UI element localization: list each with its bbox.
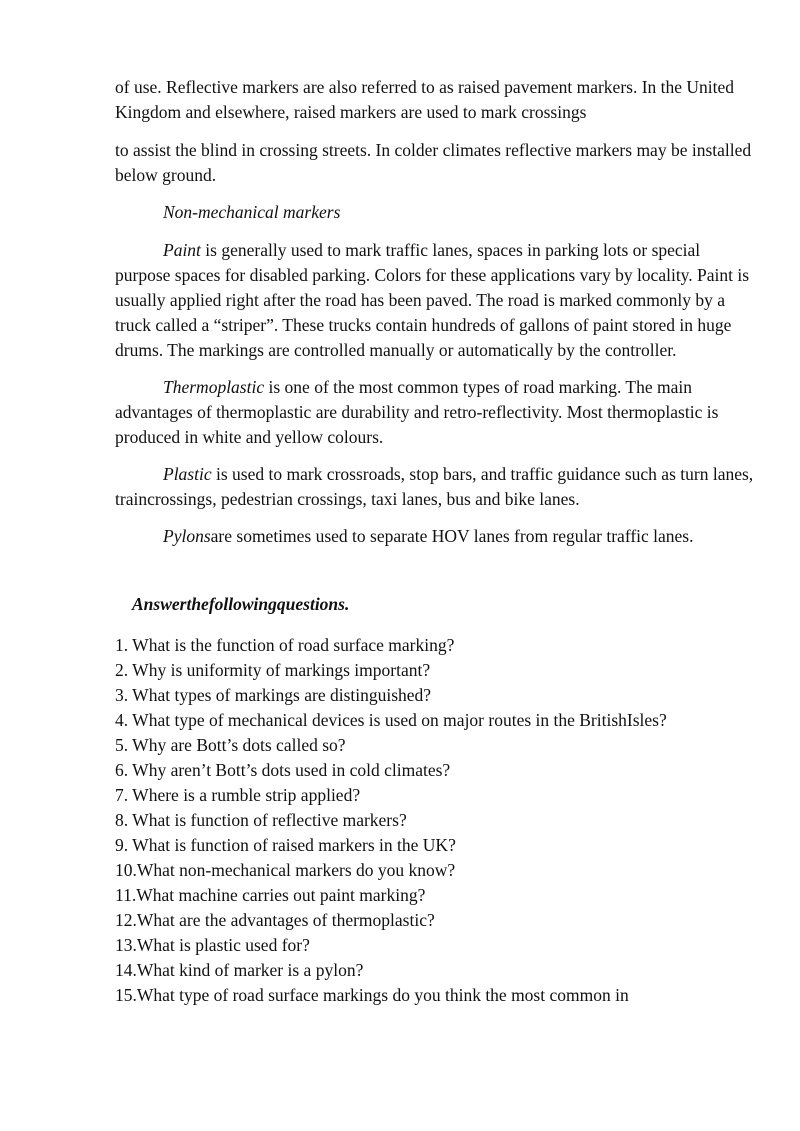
question-item: 14.What kind of marker is a pylon? (115, 960, 364, 980)
paint-description: is generally used to mark traffic lanes, spaces in parking lots or special purpose spaces for disabled parking. Colors for these applications vary by locality. Paint is usually applied right after the road has been paved. The road is marked commonly by a truck called a “striper”. These trucks contain hundreds of gallons of paint stored in huge drums. The markings are controlled manually or automatically by the controller. (115, 240, 750, 360)
question-item: 10.What non-mechanical markers do you know? (115, 860, 456, 880)
questions-title: Answerthefollowingquestions. (132, 594, 350, 614)
question-item: 13.What is plastic used for? (115, 935, 310, 955)
paragraph-thermoplastic (115, 375, 755, 450)
question-item: 15.What type of road surface markings do you think the most common in (115, 985, 629, 1005)
paragraph-blind-crossing: to assist the blind in crossing streets. In colder climates reflective markers may be installed below ground. (115, 140, 752, 185)
paragraph-plastic (115, 462, 755, 512)
question-item: 7. Where is a rumble strip applied? (115, 785, 361, 805)
term-plastic: Plastic (163, 464, 212, 484)
question-item: 6. Why aren’t Bott’s dots used in cold climates? (115, 760, 451, 780)
question-item: 5. Why are Bott’s dots called so? (115, 735, 346, 755)
paragraph-paint (115, 238, 755, 363)
question-item: 11.What machine carries out paint marking? (115, 885, 426, 905)
question-item: 4. What type of mechanical devices is used on major routes in the BritishIsles? (115, 710, 667, 730)
term-pylons: Pylons (163, 526, 211, 546)
pylons-description: are sometimes used to separate HOV lanes from regular traffic lanes. (210, 526, 694, 546)
question-item: 8. What is function of reflective markers? (115, 810, 407, 830)
question-item: 12.What are the advantages of thermoplastic? (115, 910, 435, 930)
plastic-description: is used to mark crossroads, stop bars, and traffic guidance such as turn lanes, traincrossings, pedestrian crossings, taxi lanes, bus and bike lanes. (115, 464, 754, 509)
question-item: 3. What types of markings are distinguished? (115, 685, 432, 705)
question-item: 1. What is the function of road surface marking? (115, 635, 455, 655)
term-paint: Paint (163, 240, 201, 260)
term-thermoplastic: Thermoplastic (163, 377, 265, 397)
question-item: 9. What is function of raised markers in the UK? (115, 835, 456, 855)
page-content (115, 75, 755, 1008)
paragraph-pylons (115, 524, 755, 549)
paragraph-reflective-markers: of use. Reflective markers are also referred to as raised pavement markers. In the United Kingdom and elsewhere, raised markers are used to mark crossings (115, 77, 735, 122)
question-item: 2. Why is uniformity of markings important? (115, 660, 431, 680)
thermoplastic-description: is one of the most common types of road marking. The main advantages of thermoplastic are durability and retro-reflectivity. Most thermoplastic is produced in white and yellow colours. (115, 377, 719, 447)
heading-non-mechanical-markers: Non-mechanical markers (163, 202, 341, 222)
questions-list (115, 633, 755, 1008)
